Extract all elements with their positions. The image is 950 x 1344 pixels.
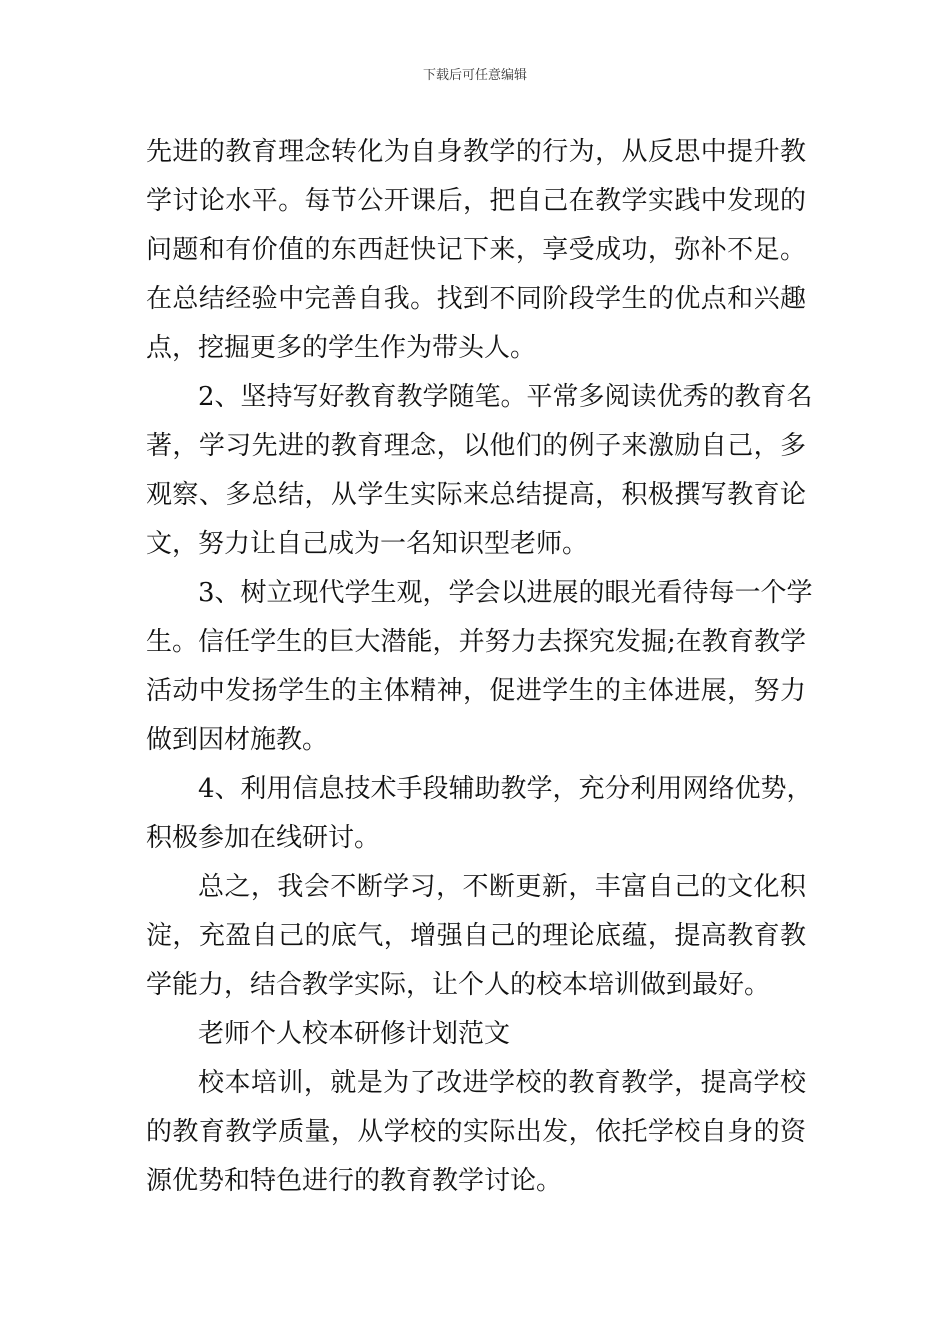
document-body — [146, 128, 813, 1206]
text-line: 问题和有价值的东西赶快记下来，享受成功，弥补不足。 — [146, 235, 806, 265]
text-line: 的教育教学质量，从学校的实际出发，依托学校自身的资 — [146, 1117, 806, 1147]
text-line: 源优势和特色进行的教育教学讨论。 — [146, 1166, 563, 1196]
text-line: 3、树立现代学生观，学会以进展的眼光看待每一个学 — [198, 578, 813, 608]
text-line: 总之，我会不断学习，不断更新，丰富自己的文化积 — [198, 872, 806, 902]
text-line: 学能力，结合教学实际，让个人的校本培训做到最好。 — [146, 970, 771, 1000]
text-line: 2、坚持写好教育教学随笔。平常多阅读优秀的教育名 — [198, 382, 813, 412]
text-line: 学讨论水平。每节公开课后，把自己在教学实践中发现的 — [146, 186, 806, 216]
text-line: 观察、多总结，从学生实际来总结提高，积极撰写教育论 — [146, 480, 806, 510]
text-line: 文，努力让自己成为一名知识型老师。 — [146, 529, 589, 559]
text-line: 做到因材施教。 — [146, 725, 329, 755]
text-line: 著，学习先进的教育理念，以他们的例子来激励自己，多 — [146, 431, 806, 461]
text-line: 活动中发扬学生的主体精神，促进学生的主体进展，努力 — [146, 676, 806, 706]
text-line: 4、利用信息技术手段辅助教学，充分利用网络优势， — [198, 774, 813, 804]
text-line: 校本培训，就是为了改进学校的教育教学，提高学校 — [198, 1068, 806, 1098]
text-line: 点，挖掘更多的学生作为带头人。 — [146, 333, 537, 363]
section-title: 老师个人校本研修计划范文 — [198, 1019, 511, 1049]
text-line: 淀，充盈自己的底气，增强自己的理论底蕴，提高教育教 — [146, 921, 806, 951]
text-line: 先进的教育理念转化为自身教学的行为，从反思中提升教 — [146, 137, 806, 167]
text-line: 积极参加在线研讨。 — [146, 823, 381, 853]
text-line: 在总结经验中完善自我。找到不同阶段学生的优点和兴趣 — [146, 284, 806, 314]
page-header: 下载后可任意编辑 — [422, 68, 527, 83]
text-line: 生。信任学生的巨大潜能，并努力去探究发掘;在教育教学 — [146, 627, 806, 657]
